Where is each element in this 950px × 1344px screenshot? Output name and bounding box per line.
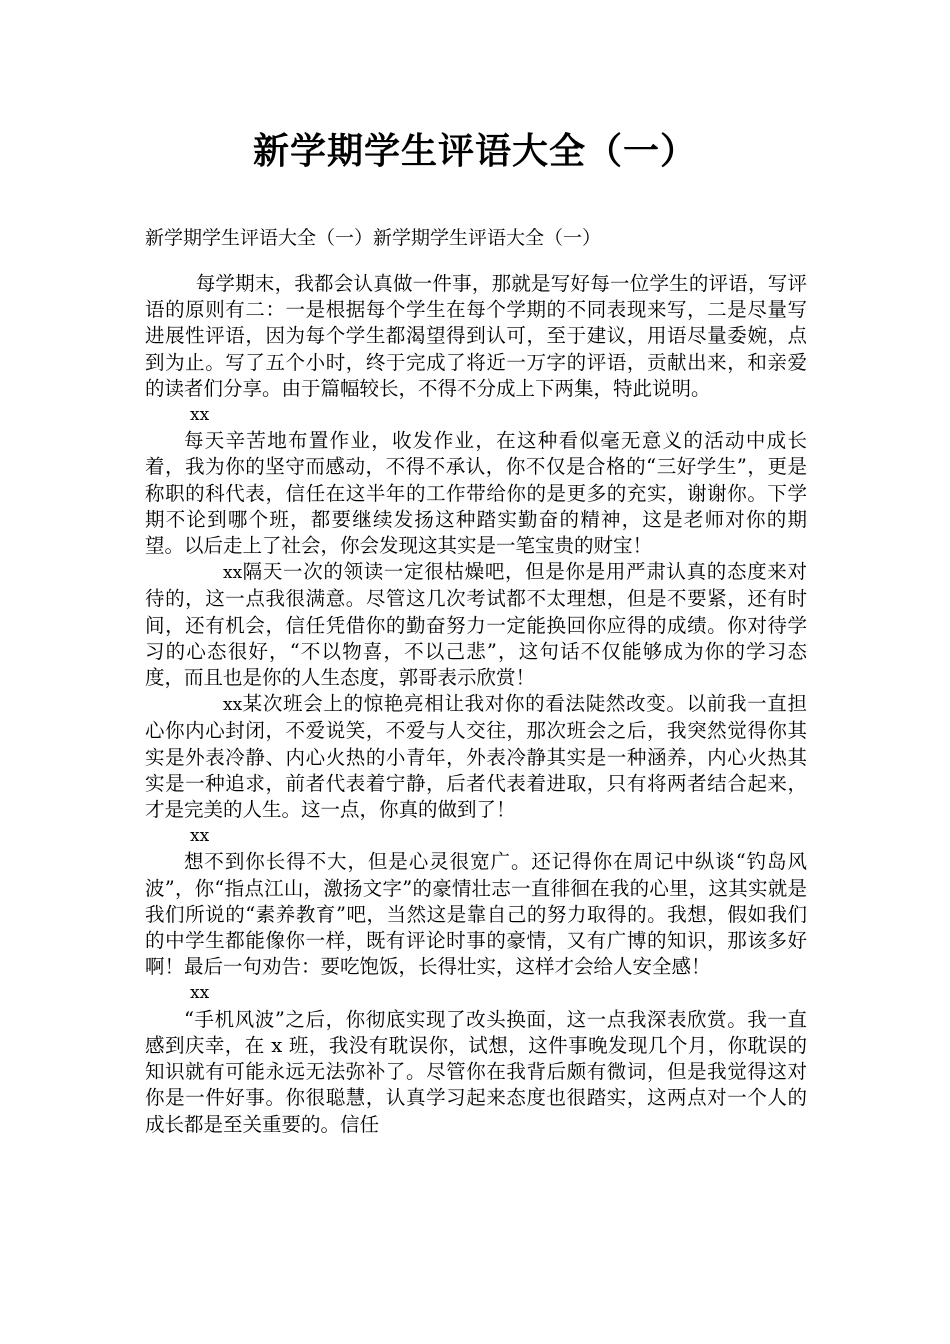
student-marker: xx [190, 826, 210, 847]
comment-paragraph: 每天辛苦地布置作业，收发作业，在这种看似毫无意义的活动中成长着，我为你的坚守而感动，不得不承认，你不仅是合格的“三好学生”，更是称职的科代表，信任在这半年的工作带给你的是更多的充实，谢谢你。下学期不论到哪个班，都要继续发扬这种踏实勤奋的精神，这是老师对你的期望。以后走上了社会，你会发现这其实是一笔宝贵的财宝！ [145, 429, 807, 558]
comment-paragraph [145, 691, 807, 823]
student-marker: xx [223, 695, 243, 716]
comment-paragraph [145, 559, 807, 691]
intro-paragraph: 每学期末，我都会认真做一件事，那就是写好每一位学生的评语，写评语的原则有二：一是根据每个学生在每个学期的不同表现来写，二是尽量写进展性评语，因为每个学生都渴望得到认可，至于建议，用语尽量委婉，点到为止。写了五个小时，终于完成了将近一万字的评语，贡献出来，和亲爱的读者们分享。由于篇幅较长，不得不分成上下两集，特此说明。 [145, 272, 807, 400]
student-marker: xx [190, 405, 210, 426]
document-title: 新学期学生评语大全（一） [252, 131, 697, 172]
student-marker: xx [223, 563, 243, 584]
comment-text: 某次班会上的惊艳亮相让我对你的看法陡然改变。以前我一直担心你内心封闭，不爱说笑，不爱与人交往，那次班会之后，我突然觉得你其实是外表冷静、内心火热的小青年，外表冷静其实是一种涵养，内心火热其实是一种追求，前者代表着宁静，后者代表着进取，只有将两者结合起来，才是完美的人生。这一点，你真的做到了！ [145, 692, 807, 822]
student-marker: xx [190, 983, 210, 1004]
comment-text: 隔天一次的领读一定很枯燥吧，但是你是用严肃认真的态度来对待的，这一点我很满意。尽管这几次考试都不太理想，但是不要紧，还有时间，还有机会，信任凭借你的勤奋努力一定能换回你应得的成绩。你对待学习的心态很好，“不以物喜，不以己悲”，这句话不仅能够成为你的学习态度，而且也是你的人生态度，郭哥表示欣赏！ [145, 560, 807, 690]
document-subtitle: 新学期学生评语大全（一）新学期学生评语大全（一） [145, 227, 602, 249]
comment-paragraph: 想不到你长得不大，但是心灵很宽广。还记得你在周记中纵谈“钓岛风波”，你“指点江山，激扬文字”的豪情壮志一直徘徊在我的心里，这其实就是我们所说的“素养教育”吧，当然这是靠自己的努力取得的。我想，假如我们的中学生都能像你一样，既有评论时事的豪情，又有广博的知识，那该多好啊！最后一句劝告：要吃饱饭，长得壮实，这样才会给人安全感！ [145, 850, 807, 979]
document-body [145, 271, 807, 1138]
comment-paragraph: “手机风波”之后，你彻底实现了改头换面，这一点我深表欣赏。我一直感到庆幸，在 x 班，我没有耽误你，试想，这件事晚发现几个月，你耽误的知识就有可能永远无法弥补了。尽管你在我背后颇有微词，但是我觉得这对你是一件好事。你很聪慧，认真学习起来态度也很踏实，这两点对一个人的成长都是至关重要的。信任 [145, 1007, 807, 1136]
